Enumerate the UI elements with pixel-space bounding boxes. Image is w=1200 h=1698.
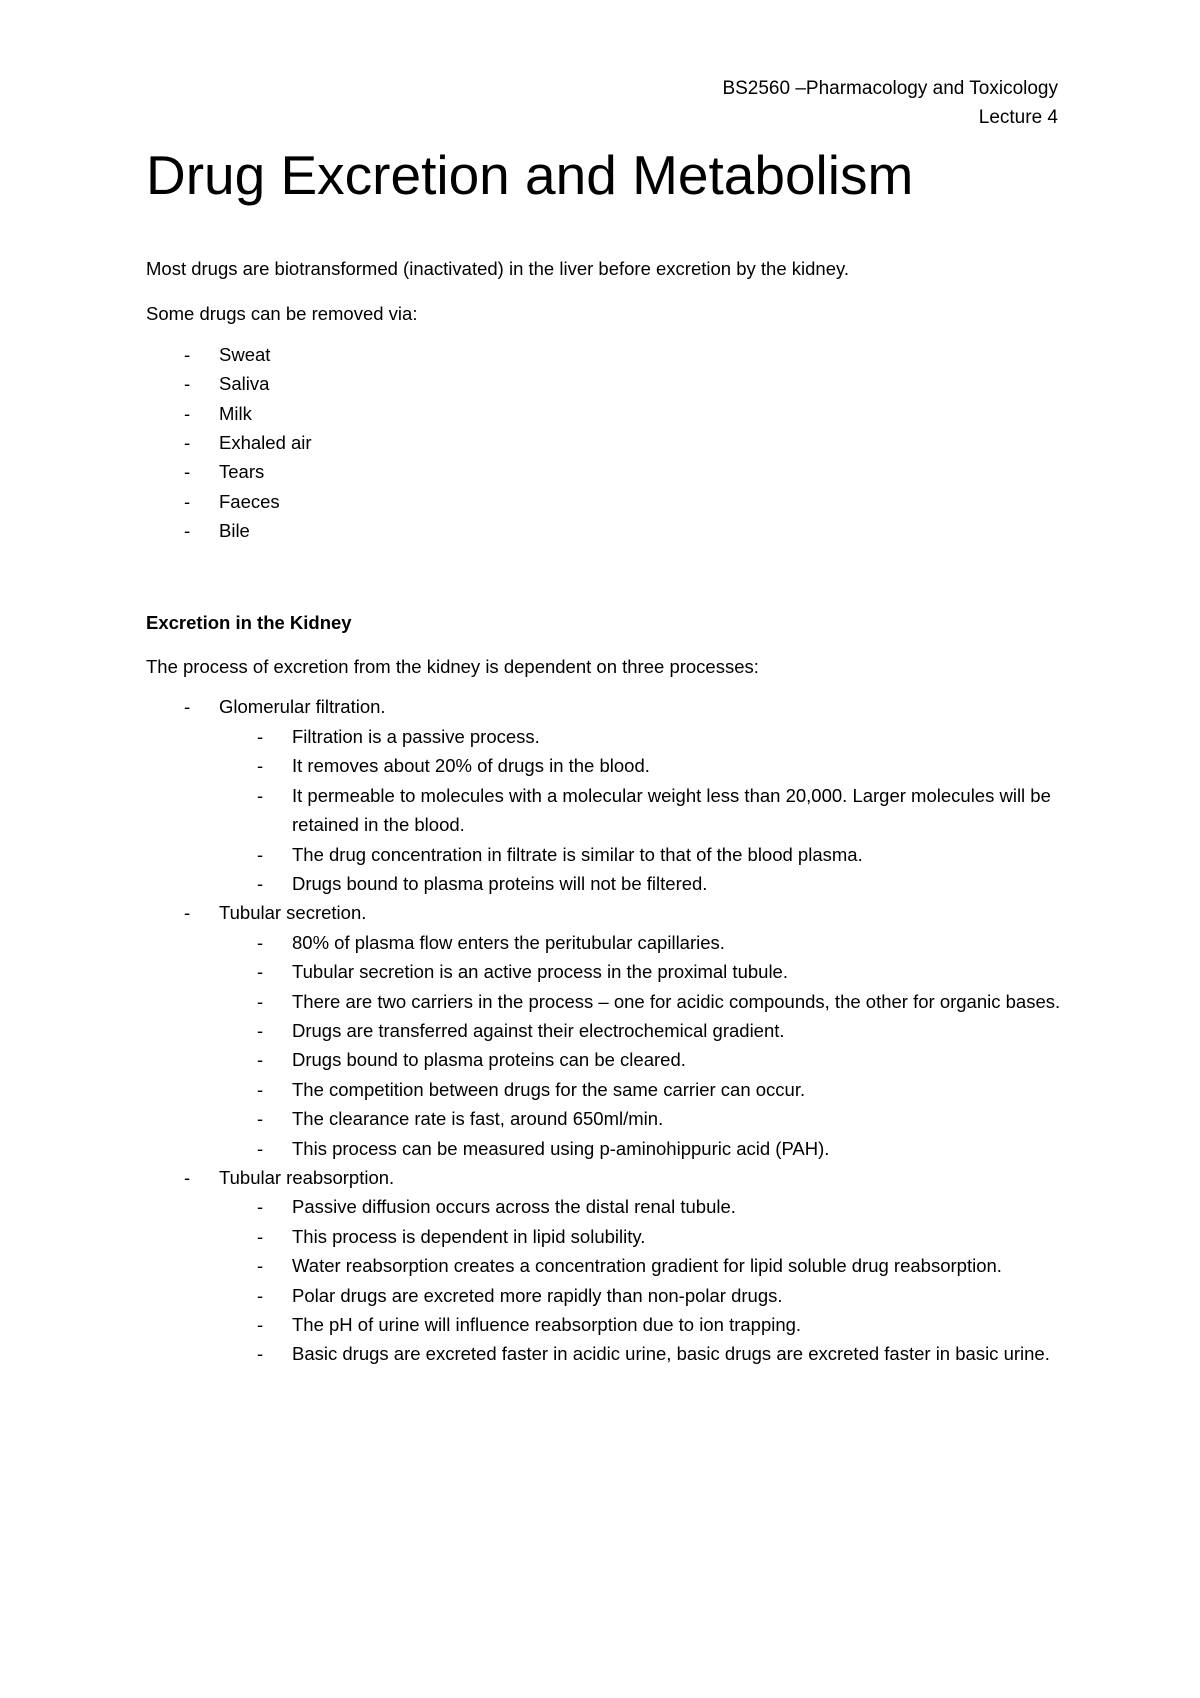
list-item: - Tubular secretion is an active process in the proximal tubule. [219, 957, 1066, 986]
removal-routes-list [146, 340, 1066, 546]
list-item: - Saliva [146, 369, 1066, 398]
list-item: - Tears [146, 457, 1066, 486]
process-label: Tubular reabsorption. [219, 1166, 395, 1188]
list-item: - Sweat [146, 340, 1066, 369]
list-item: - There are two carriers in the process – one for acidic compounds, the other for organic bases. [219, 987, 1066, 1016]
list-item: - Drugs are transferred against their electrochemical gradient. [219, 1016, 1066, 1045]
document-title: Drug Excretion and Metabolism [146, 144, 914, 206]
list-item: - The clearance rate is fast, around 650ml/min. [219, 1104, 1066, 1133]
process-points-list [219, 1192, 1066, 1368]
process-item-tubular-reabsorption [146, 1163, 1066, 1369]
list-item: - Drugs bound to plasma proteins will not be filtered. [219, 869, 1066, 898]
list-item: - Drugs bound to plasma proteins can be cleared. [219, 1045, 1066, 1074]
list-item: - Bile [146, 516, 1066, 545]
intro-paragraph: Most drugs are biotransformed (inactivated) in the liver before excretion by the kidney. [146, 258, 849, 279]
course-title: BS2560 –Pharmacology and Toxicology [722, 78, 1058, 99]
page-header [722, 74, 1058, 132]
list-item: - Filtration is a passive process. [219, 722, 1066, 751]
list-item: - It removes about 20% of drugs in the blood. [219, 751, 1066, 780]
process-label: Tubular secretion. [219, 902, 367, 924]
removal-routes-intro: Some drugs can be removed via: [146, 303, 418, 325]
list-item: - Milk [146, 399, 1066, 428]
list-item: - Basic drugs are excreted faster in acidic urine, basic drugs are excreted faster in basic urine. [219, 1339, 1066, 1368]
list-item: - This process can be measured using p-aminohippuric acid (PAH). [219, 1134, 1066, 1163]
list-item: - It permeable to molecules with a molecular weight less than 20,000. Larger molecules will be retained in the blood. [219, 781, 1066, 840]
process-points-list [219, 928, 1066, 1163]
document-body [146, 254, 1066, 1369]
list-item: - Polar drugs are excreted more rapidly than non-polar drugs. [219, 1281, 1066, 1310]
list-item: - The drug concentration in filtrate is similar to that of the blood plasma. [219, 840, 1066, 869]
list-item: - Faeces [146, 487, 1066, 516]
kidney-intro-paragraph: The process of excretion from the kidney is dependent on three processes: [146, 656, 759, 678]
list-item: - Passive diffusion occurs across the distal renal tubule. [219, 1192, 1066, 1221]
list-item: - Water reabsorption creates a concentration gradient for lipid soluble drug reabsorption. [219, 1251, 1066, 1280]
list-item: - The pH of urine will influence reabsorption due to ion trapping. [219, 1310, 1066, 1339]
process-points-list [219, 722, 1066, 898]
process-item-tubular-secretion [146, 898, 1066, 1163]
kidney-process-list [146, 692, 1066, 1368]
list-item: - Exhaled air [146, 428, 1066, 457]
process-label: Glomerular filtration. [219, 696, 386, 718]
lecture-number: Lecture 4 [978, 107, 1058, 128]
list-item: - This process is dependent in lipid solubility. [219, 1222, 1066, 1251]
section-heading-kidney: Excretion in the Kidney [146, 611, 352, 633]
list-item: - The competition between drugs for the same carrier can occur. [219, 1075, 1066, 1104]
list-item: - 80% of plasma flow enters the peritubular capillaries. [219, 928, 1066, 957]
process-item-glomerular-filtration [146, 692, 1066, 898]
